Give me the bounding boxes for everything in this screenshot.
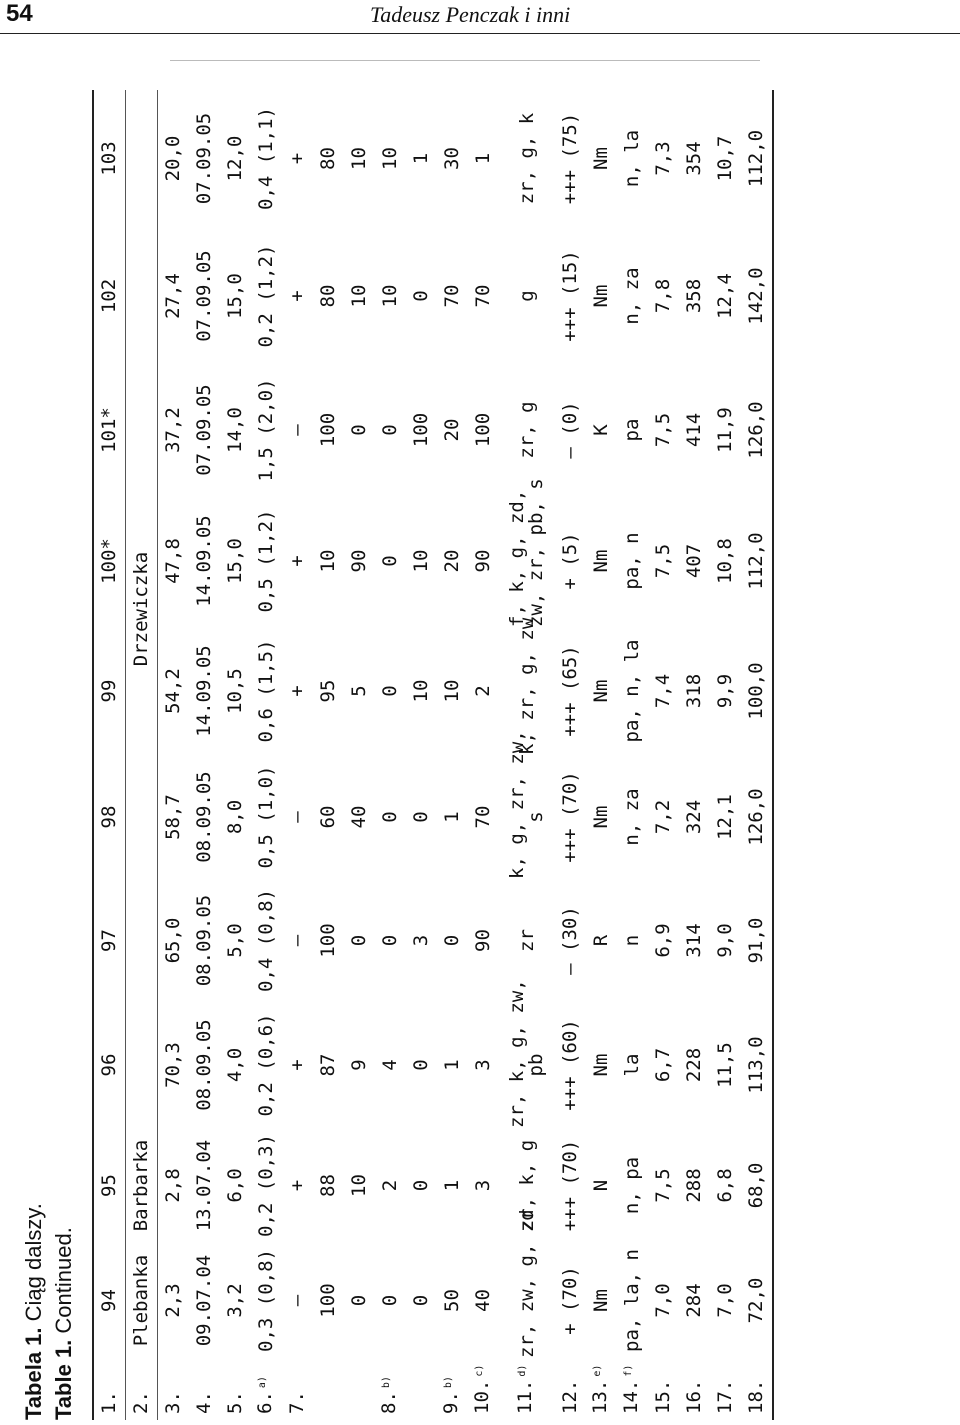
table-cell: 70 [472,805,494,829]
table-cell: 9,9 [714,673,736,709]
table-cell: 10,7 [714,135,736,182]
table-cell: 98 [93,755,126,879]
table-cell: + (5) [559,532,581,590]
table-cell: 324 [683,799,705,835]
table-cell: 0 [410,1179,432,1192]
table-row [499,90,555,1420]
table-cell: +++ (75) [559,112,581,205]
table-caption [10,90,92,1420]
table-cell: 0 [379,424,401,436]
table-cell [499,478,555,627]
table-cell: 15,0 [224,273,246,319]
table-cell: 09.07.04 [193,1254,215,1347]
table-cell: 60 [317,805,339,829]
table-cell: 288 [683,1168,705,1203]
table-cell: 2,8 [158,1128,190,1243]
row-label [586,1358,617,1420]
row-label [499,1358,555,1420]
caption-english-text: Continued. [51,1227,76,1334]
table-cell: 30 [441,147,463,170]
table-row [741,90,773,1420]
table-cell [499,1128,555,1243]
row-label-text: 1. [98,1391,120,1414]
table-cell: + [286,152,308,165]
table-cell: 47,8 [158,495,190,627]
table-cell: 2 [379,1179,401,1192]
table-cell: 12,0 [224,135,246,182]
footnote-marker: c) [473,1364,485,1377]
table-cell: 12,1 [714,794,736,840]
cell-line-1: zr [515,929,538,952]
table-cell: 10 [379,147,401,170]
table-cell: 10 [410,549,432,573]
table-cell: 228 [683,1047,705,1083]
table-cell: +++ (60) [559,1019,581,1111]
table-cell: 103 [93,90,126,227]
footnote-marker: e) [591,1364,603,1377]
table-cell: + [286,1179,308,1192]
table-cell: 1 [410,152,432,165]
table-cell: 0 [379,685,401,697]
table-cell: N [590,1179,612,1192]
table-cell: 0 [379,811,401,823]
table-cell: 9 [348,1059,370,1071]
table-cell: pa [621,418,643,442]
row-label [344,1358,375,1420]
footnote-marker: f) [622,1364,634,1377]
table-cell: 27,4 [158,227,190,365]
table-cell: 9,0 [714,923,736,958]
table-cell: 07.09.05 [193,112,215,205]
table-row [648,90,679,1420]
row-label-text: 11. [514,1379,536,1414]
table-cell: 318 [683,673,705,709]
table-cell: 7,5 [652,543,674,579]
table-cell: 0,3 (0,8) [255,1249,277,1352]
table-row [555,90,586,1420]
cell-line-2: pb [525,1053,547,1077]
footnote-marker: b) [380,1376,392,1389]
table-row [158,90,190,1420]
running-head: Tadeusz Penczak i inni [370,2,571,27]
row-label-text: 5. [224,1391,246,1414]
cell-line-1: zr, zw, g, zd [515,1209,538,1358]
cell-line-1: k, g, zr, zw, [506,730,528,879]
table-cell: 70 [441,284,463,308]
page-number: 54 [6,0,33,27]
footnote-marker: d) [517,1364,528,1377]
table-cell: Nm [590,805,612,829]
table-cell: 90 [348,549,370,573]
table-cell: + [286,685,308,697]
table-cell: 0 [441,934,463,947]
table-cell: 0,2 (0,6) [255,1013,277,1117]
table-cell: 4 [379,1059,401,1071]
row-label [648,1358,679,1420]
table-cell: n, la [621,129,643,188]
caption-polish-text: Ciąg dalszy. [21,1203,46,1322]
table-cell: 112,0 [741,90,773,227]
table-row [313,90,344,1420]
table-cell: 08.09.05 [193,1019,215,1111]
table-cell: 20 [441,418,463,442]
table-cell: 13.07.04 [193,1139,215,1232]
footnote-marker: b) [442,1376,454,1389]
table-cell: la [621,1053,643,1077]
row-label-text: 6. [253,1391,276,1414]
table-cell: 54,2 [158,627,190,755]
table-cell: 100 [317,412,339,448]
table-cell-river: Drzewiczka [126,90,158,1128]
caption-english [48,1227,80,1420]
table-cell: 7,3 [652,141,674,176]
table-cell: +++ (65) [559,645,581,737]
table-cell: 100,0 [741,627,773,755]
table-cell [499,1209,555,1358]
table-cell: n, za [621,267,643,325]
cell-line-2: s [525,811,547,823]
table-cell: 0 [410,1294,432,1307]
table-cell: 0,4 (1,1) [255,107,277,210]
table-cell: 3 [410,934,432,947]
table-cell: 126,0 [741,365,773,495]
table-cell: 58,7 [158,755,190,879]
table-cell [499,90,555,227]
table-cell: 40 [348,805,370,829]
table-cell: 2,3 [158,1243,190,1358]
table-cell: 0 [379,555,401,567]
table-cell: 0 [348,934,370,947]
table-cell: 14.09.05 [193,515,215,607]
table-cell: 354 [683,141,705,176]
cell-line-1: zr, k, g [515,1139,538,1232]
table-cell: – [286,934,308,947]
table-cell [499,730,555,879]
table-cell: 97 [93,879,126,1002]
row-label [406,1358,437,1420]
row-label [555,1358,586,1420]
table-cell: +++ (70) [559,1139,581,1232]
table-cell: 07.09.05 [193,250,215,342]
table-cell: 10 [410,679,432,703]
table-cell: Nm [590,1053,612,1077]
table-cell: 14,0 [224,407,246,453]
table-cell: 0 [410,290,432,302]
table-cell: 100 [317,923,339,958]
table-cell: + [286,1059,308,1071]
table-cell: 6,7 [652,1047,674,1083]
table-cell: n [621,934,643,947]
cell-line-1: zr, g, k [515,112,538,205]
table-row [437,90,468,1420]
table-cell: 80 [317,284,339,308]
table-cell [499,365,555,495]
table-cell: 20 [441,549,463,573]
table-cell: 100* [93,495,126,627]
table-cell: 3 [472,1059,494,1071]
table-row [679,90,710,1420]
table-cell: 142,0 [741,227,773,365]
table-cell: 99 [93,627,126,755]
table-cell: 7,0 [652,1283,674,1318]
table-cell: 94 [93,1243,126,1358]
row-label-text: 18. [745,1379,767,1414]
table-cell: 10,5 [224,668,246,714]
row-label-text: 10. [470,1379,493,1414]
row-label [93,1358,126,1420]
table-cell: + [286,290,308,302]
rotated-table-block [10,90,767,1420]
row-label [126,1358,158,1420]
table-cell: 0 [379,934,401,947]
row-label [158,1358,190,1420]
table-cell: 0 [410,1059,432,1071]
table-cell: 0 [379,1294,401,1307]
table-row [220,90,251,1420]
table-cell: 100 [410,412,432,448]
table-cell: 10,8 [714,538,736,584]
cell-line-2: zw, zr, pb, s [525,478,547,627]
cell-line-1: g [515,290,538,302]
table-cell: n, za [621,788,643,846]
row-label [437,1358,468,1420]
table-cell: 284 [683,1283,705,1318]
table-cell: 112,0 [741,495,773,627]
row-label [251,1358,282,1420]
table-cell: + (70) [559,1266,581,1335]
table-cell: 90 [472,929,494,952]
row-label-text: 9. [439,1391,462,1414]
cell-line-1: k, zr, g, zw [515,617,538,755]
table-cell: 95 [93,1128,126,1243]
table-row [710,90,741,1420]
table-cell: 10 [379,284,401,308]
footnote-marker: a) [256,1376,268,1389]
row-label [313,1358,344,1420]
table-cell: 113,0 [741,1002,773,1128]
table-cell: 10 [317,549,339,573]
row-label-text: 8. [377,1391,400,1414]
table-cell: 0,2 (0,3) [255,1134,277,1237]
row-label-text: 2. [130,1391,152,1414]
row-label-text: 13. [588,1379,611,1414]
row-label [220,1358,251,1420]
row-label-text: 17. [714,1379,736,1414]
table-cell: 40 [472,1289,494,1312]
table-cell: 6,0 [224,1168,246,1203]
table-cell: 5,0 [224,923,246,958]
table-row [375,90,406,1420]
table-cell: 6,8 [714,1168,736,1203]
table-cell: 126,0 [741,755,773,879]
table-cell [499,979,555,1128]
table-cell: Barbarka [126,1128,158,1243]
table-cell: n, pa [621,1156,643,1215]
table-cell: + [286,555,308,567]
table-cell: 5 [348,685,370,697]
table-cell: Nm [590,147,612,170]
table-cell: 95 [317,679,339,703]
table-cell: 0,2 (1,2) [255,244,277,348]
table-cell: Nm [590,549,612,573]
row-label [375,1358,406,1420]
table-cell: 7,0 [714,1283,736,1318]
table-cell: 20,0 [158,90,190,227]
table-cell: 37,2 [158,365,190,495]
table-cell: 0,6 (1,5) [255,639,277,743]
row-label-text: 16. [683,1379,705,1414]
caption-polish-label: Tabela 1. [21,1327,46,1420]
table-cell: 7,2 [652,799,674,835]
cell-line-1: zr, k, g, zw, [506,979,528,1128]
table-row [189,90,220,1420]
table-cell: 11,5 [714,1042,736,1088]
table-cell: 68,0 [741,1128,773,1243]
table-cell: 08.09.05 [193,894,215,987]
table-cell: 65,0 [158,879,190,1002]
table-row [468,90,499,1420]
table-cell: 414 [683,412,705,448]
page-header [0,0,960,34]
table-cell: 50 [441,1289,463,1312]
table-cell: 100 [472,412,494,448]
table-cell: – [286,1294,308,1307]
table-cell: 101* [93,365,126,495]
table-cell: 15,0 [224,538,246,584]
table-cell: 3,2 [224,1283,246,1318]
table-cell: +++ (15) [559,250,581,342]
table-cell: 0,4 (0,8) [255,889,277,992]
row-label-text: 14. [619,1379,642,1414]
table-cell: 7,4 [652,673,674,709]
caption-english-label: Table 1. [51,1339,76,1420]
caption-polish [18,1203,50,1420]
table-cell: +++ (70) [559,771,581,863]
cell-line-1: zr, g [515,401,538,459]
table-cell: 70,3 [158,1002,190,1128]
table-cell: Nm [590,284,612,308]
table-cell: 72,0 [741,1243,773,1358]
table-row [282,90,313,1420]
table-cell: 80 [317,147,339,170]
table-row [406,90,437,1420]
table-cell: 90 [472,549,494,573]
table-cell: – [286,811,308,823]
table-cell: 314 [683,923,705,958]
cell-line-1: f, k, g, zd, [506,489,528,627]
row-label [282,1358,313,1420]
table-cell: 1 [472,152,494,165]
table-cell: 0 [410,811,432,823]
row-label [468,1358,499,1420]
table-cell: 08.09.05 [193,771,215,863]
table-cell: R [590,934,612,947]
table-cell: 1 [441,1179,463,1192]
row-label-text: 4. [193,1391,215,1414]
table-cell: 7,5 [652,1168,674,1203]
row-label [710,1358,741,1420]
table-cell: 407 [683,543,705,579]
table-cell: 96 [93,1002,126,1128]
table-cell: – (0) [559,401,581,459]
row-label [679,1358,710,1420]
table-cell: 7,5 [652,412,674,448]
table-row [617,90,648,1420]
table-cell: 14.09.05 [193,645,215,737]
table-cell: 0,5 (1,2) [255,509,277,613]
separator-rule [170,60,760,61]
row-label [741,1358,773,1420]
table-cell: 6,9 [652,923,674,958]
row-label [617,1358,648,1420]
table-cell: 100 [317,1283,339,1318]
row-label-text: 7. [286,1391,308,1414]
table-cell: 7,8 [652,278,674,314]
table-cell: 1 [441,811,463,823]
table-cell: 12,4 [714,273,736,319]
table-cell: 10 [348,147,370,170]
table-cell: 4,0 [224,1047,246,1083]
table-cell: 358 [683,278,705,314]
table-cell: 0 [348,424,370,436]
table-cell: 102 [93,227,126,365]
table-cell: 2 [472,685,494,697]
table-cell: 87 [317,1053,339,1077]
table-cell: 70 [472,284,494,308]
table-cell: 10 [441,679,463,703]
header-rule [0,33,960,34]
table-cell: 88 [317,1174,339,1197]
table-cell: 10 [348,284,370,308]
table-row [586,90,617,1420]
table-cell: pa, n, la [621,639,643,743]
table-cell: 1,5 (2,0) [255,378,277,482]
table-cell: 8,0 [224,799,246,835]
table-cell: Nm [590,679,612,703]
table-row [126,90,158,1420]
table-cell: Nm [590,1289,612,1312]
table-cell: K [590,424,612,436]
table-cell: 07.09.05 [193,384,215,476]
table-cell: – [286,424,308,436]
data-table [92,90,774,1420]
table-cell: – (30) [559,906,581,975]
row-label-text: 12. [559,1379,581,1414]
table-cell: 1 [441,1059,463,1071]
table-cell: 0 [348,1294,370,1307]
table-cell: 91,0 [741,879,773,1002]
row-label [189,1358,220,1420]
table-cell: Plebanka [126,1243,158,1358]
row-label-text: 3. [162,1391,184,1414]
table-cell: pa, la, n [621,1249,643,1352]
table-cell: 0,5 (1,0) [255,765,277,869]
row-label-text: 15. [652,1379,674,1414]
table-row [251,90,282,1420]
table-row [344,90,375,1420]
table-cell: pa, n [621,532,643,590]
table-cell: 10 [348,1174,370,1197]
table-row [93,90,126,1420]
table-cell [499,227,555,365]
table-cell: 3 [472,1179,494,1192]
table-cell: 11,9 [714,407,736,453]
